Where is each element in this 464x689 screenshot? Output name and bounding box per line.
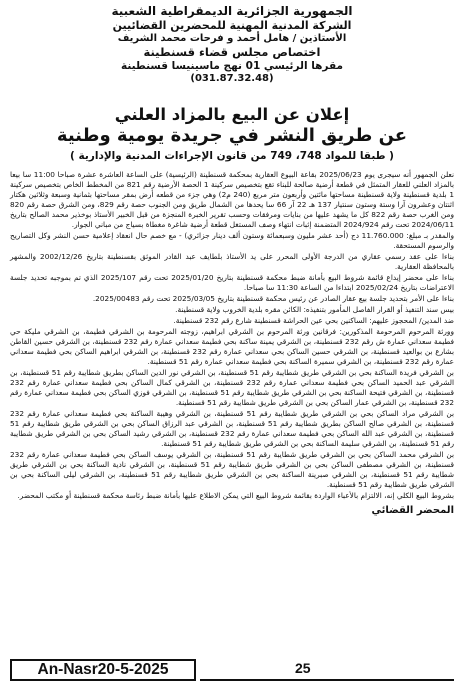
page-footer: [10, 659, 454, 683]
body-paragraph: والمقدر بـ مبلغ: 11.760.000 دج (أحد عشر مليون وسبعمائة وستون ألف دينار جزائري) - مع خصم حال انعقاد إعلامية حسن النشر وكل التصاريح والرسوم المستحقة.: [10, 231, 454, 251]
body-paragraph: بن الشرقي محمد الساكن بحي بن الشرقي طريق شطايبة رقم 51 قسنطينة، بن الشرقي يوسف الساكن بحي فطيمة سعداني عمارة رقم 232 قسنطينة، بن الشرقي مصطفى الساكن بحي بن الشرقي طريق شطايبة رقم 51 قسنطينة، بن الشرقي نادية الساكنة بحي بن الشرقي طريق شطايبة رقم 51 قسنطينة، بن الشرقي صبرينة الساكنة بحي بن الشرقي طريق شطايبة رقم 51 قسنطينة، بن الشرقي ليلى الساكنة بحي بن الشرقي طريق شطايبة رقم 51 قسنطينة.: [10, 449, 454, 489]
page-number: 25: [295, 660, 311, 676]
title-line-2: عن طريق النشر في جريدة يومية وطنية: [56, 125, 408, 147]
announcement-title: [10, 105, 454, 162]
body-paragraph: بن الشرقي فريدة الساكنة بحي بن الشرقي طريق شطايبة رقم 51 قسنطينة، بن الشرقي نور الدين الساكن بطريق شطايبة رقم 51 قسنطينة، بن الشرقي عبد الحميد الساكن بحي فطيمة سعداني عمارة رقم 232 قسنطينة، بن الشرقي كمال الساكن بحي فطيمة سعداني عمارة رقم 232 قسنطينة، بن الشرقي فتيحة الساكنة بحي بن الشرقي طريق شطايبة رقم 51 قسنطينة، بن الشرقي فوزي الساكن بحي فطيمة سعداني عمارة رقم 232 قسنطينة، بن الشرقي عمار الساكن بحي بن الشرقي طريق شطايبة رقم 51 قسنطينة.: [10, 367, 454, 407]
publication-date-box: An-Nasr20-5-2025: [10, 659, 196, 681]
body-paragraph: ضد المدين/ المحجوز عليهم: الساكنين بحي عين الحراشة قسنطينة شارع رقم 232 قسنطينة.: [173, 316, 454, 326]
body-paragraph: بيس سند التنفيذ أو القرار الفاصل المأمور بتنفيذه: الكائن مقره بلدية الخروب ولاية قسنطينة.: [175, 305, 454, 315]
body-paragraph: بن الشرقي مراد الساكن بحي بن الشرقي طريق شطايبة رقم 51 قسنطينة، بن الشرقي وهيبة الساكنة بحي فطيمة سعداني عمارة رقم 232 قسنطينة، بن الشرقي صالح الساكن بطريق شطايبة رقم 51 قسنطينة، بن الشرقي عبد الرزاق الساكن بحي بن الشرقي طريق شطايبة رقم 51 قسنطينة، بن الشرقي عبد الله الساكن بحي فطيمة سعداني عمارة رقم 232 قسنطينة، بن الشرقي رشيد الساكن بحي بن الشرقي طريق شطايبة رقم 51 قسنطينة، بن الشرقي سليمة الساكنة بحي بن الشرقي طريق شطايبة رقم 51 قسنطينة.: [10, 408, 455, 448]
body-paragraph: بناءا على عقد رسمي عقاري من الدرجة الأولى المحرر على يد الأستاذ بلطايف عبد القادر الموثق بقسنطينة بتاريخ 2002/12/26 والمشهر بالمحافظة العقارية.: [10, 252, 454, 272]
body-paragraph: بناءا على الأمر بتحديد جلسة بيع عقار الصادر عن رئيس محكمة قسنطينة بتاريخ 2025/03/05 تحت رقم 2025/00483.: [92, 294, 454, 304]
bailiffs-names: الأستاذين / هامل أحمد و فرحات محمد الشريف: [117, 32, 347, 44]
body-paragraph: بشروط البيع الكلي إنه، الالتزام بالأعباء الواردة بقائمة شروط البيع التي يمكن الاطلاع عليها بأمانة ضبط رئاسة محكمة قسنطينة أو مكتب المحضر.: [17, 490, 454, 500]
announcement-body: [10, 170, 454, 501]
republic-name: الجمهورية الجزائرية الديمقراطية الشعبية: [111, 4, 353, 18]
body-paragraph: بناءا على محضر إيداع قائمة شروط البيع بأمانة ضبط محكمة قسنطينة بتاريخ 2025/01/20 تحت رقم 2025/107 الذي تم بموجبه تحديد جلسة الاعتراضات بتاريخ 2025/02/24 ابتداءا من الساعة 11:30 سا صباحا.: [10, 273, 454, 293]
letterhead: [10, 4, 454, 85]
body-paragraph: نعلن الجمهور أنه سيجرى يوم 2025/06/23 بقاعة البيوع العقارية بمحكمة قسنطينة (الرئيسية) على الساعة العاشرة عشرة صباحا 11:00 سا بيعا بالمزاد العلني للعقار المتمثل في قطعة أرضية صالحة للبناء تقع بتخصيص سركينة 1 الحصة الأرضية رقم 821 من المخطط الخاص بتخصيص سركينة 1 بلدية قسنطينة ولاية قسنطينة مساحتها مائتين وأربعون متر مربع (240 م2) وهي جزء من قطعه أرض بمقر مساحتها بثمانية وسبعة وثلاثين هكتار اثنتان وعشرون آرا وستة وستون سنتيار 137 هـ 22 آر 66 سا يحدها من الشمال طريق ومن الجنوب حصة رقم 829، ومن الشرق حصة رقم 820 ومن الغرب حصة رقم 822 كل ما يشهد عليها من بنايات ومرفقات وحسب تقرير الخبرة المنجزة من قبل الخبير الأستاذ بوخذير محمد الصالح بتاريخ 2024/06/11 تحت رقم 2024/924 المتضمنة إثبات انتهاء وصف المستغل قطعة أرضية شاغرة مغطاة بسياج من مباني الجوار.: [10, 170, 455, 230]
phone-number: (031.87.32.48): [190, 72, 274, 84]
footer-rule: [200, 679, 454, 681]
office-address: مقرها الرئيسي 01 نهج ماسينيسا قسنطينة: [120, 59, 344, 72]
legal-reference: ( طبقا للمواد 748، 749 من قانون الإجراءات المدنية والإدارية ): [70, 149, 394, 162]
body-paragraph: وورثة المرحوم المرحومة المذكورين: فرقانين ورثة المرحوم بن الشرقي ابراهيم، زوجته المرحومة بن الشرقي فطيمة، بن الشرقي مليكة حي فطيمة سعداني عمارة ش رقم 232 قسنطينة، بن الشرقي يمينة ساكنة بحي فطيمة سعداني عمارة رقم 232 قسنطينة، بن الشرقي حسين القاطن بشارع بن بوالعيد قسنطينة، بن الشرقي حسين الساكن بحي سعداني عمارة رقم 232 قسنطينة، بن الشرقي ابراهيم الساكن بحي فطيمة سعداني عمارة رقم 232 قسنطينة، بن الشرقي سميرة الساكنة بحي فطيمة سعداني عمارة رقم 51 قسنطينة.: [10, 327, 454, 366]
title-line-1: إعلان عن البيع بالمزاد العلني: [114, 105, 350, 125]
signature-label: المحضر القضائي: [371, 504, 454, 516]
company-name: الشركة المدنية المهنية للمحضرين القضائيين: [112, 19, 352, 32]
jurisdiction: اختصاص مجلس قضاء قسنطينة: [143, 45, 321, 60]
